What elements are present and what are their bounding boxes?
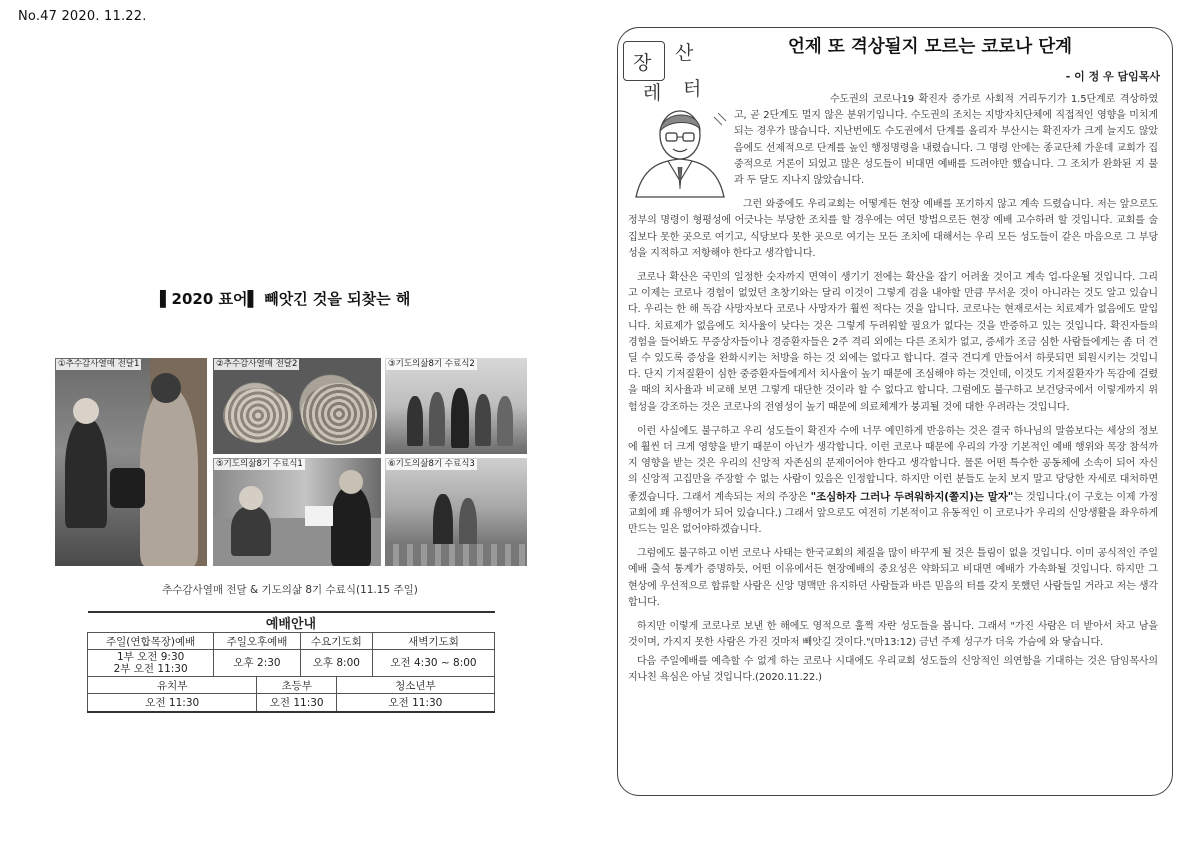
person-figure	[331, 486, 371, 566]
photo-caption-4: ⑤기도의삶8기 수료식1	[216, 459, 303, 469]
schedule-value: 오전 11:30	[88, 694, 257, 713]
photo-prayer-graduation-2	[385, 358, 527, 454]
fruit-bag	[223, 388, 293, 443]
person-figure	[497, 396, 513, 446]
letter-paragraph-text: 는 것입니다.(이 구호는 이제 가정교회에 꽤 유행어가 되어 있습니다.) 그래서 앞으로도 여전히 기본적이고 유동적인 이 코로나가 우리의 신앙생활을 좌우하게 만드는 일은 없어야하겠습니다.	[628, 491, 1158, 536]
schedule-header: 주일오후예배	[214, 633, 300, 650]
schedule-header: 새벽기도회	[373, 633, 495, 650]
emphasis-slogan: "조심하자 그러나 두려워하지(쫄지)는 말자"	[810, 490, 1014, 503]
schedule-header: 주일(연합목장)예배	[88, 633, 214, 650]
schedule-value: 오전 11:30	[257, 694, 336, 713]
letter-body	[628, 92, 1158, 792]
fruit-bag	[301, 383, 377, 445]
person-head	[239, 486, 263, 510]
photo-harvest-fruit-1	[55, 358, 207, 566]
photo-collage-caption: 추수감사열매 전달 & 기도의삶 8기 수료식(11.15 주일)	[162, 584, 418, 596]
letter-paragraph: 다음 주일예배를 예측할 수 없게 하는 코로나 시대에도 우리교회 성도들의 신앙적인 의연함을 기대하는 것은 담임목사의 지나친 욕심은 아닐 것입니다.(2020.11.22.)	[628, 655, 1158, 683]
schedule-header: 초등부	[257, 677, 336, 694]
certificate	[305, 506, 333, 526]
badge-char: 레	[643, 82, 662, 104]
schedule-header: 유치부	[88, 677, 257, 694]
letter-title: 언제 또 격상될지 모르는 코로나 단계	[787, 37, 1073, 57]
person-figure	[475, 394, 491, 446]
schedule-value: 오후 2:30	[214, 650, 300, 677]
person-figure	[140, 388, 198, 566]
schedule-value: 오전 11:30	[336, 694, 494, 713]
person-figure	[451, 388, 469, 448]
person-figure	[65, 418, 107, 528]
photo-caption-3: ③기도의삶8기 수료식2	[388, 359, 475, 369]
person-figure	[407, 396, 423, 446]
letter-paragraph: 코로나 확산은 국민의 일정한 숫자까지 면역이 생기기 전에는 확산을 잡기 어려울 것이고 계속 업-다운될 것입니다. 그리고 이제는 코로나 경험이 없었던 초창기와는 달리 이것이 그렇게 검을 내야할 만큼 무서운 것이 아니라는 것도 알고 있습니다. 우리는 한 해 독감 사망자보다 코로나 사망자가 훨씬 적다는 것을 압니다. 코로나는 현재로서는 치료제가 없음에도 말입니다. 치료제가 없음에도 치사율이 낮다는 것은 그렇게 두려워할 필요가 없다는 것을 반증하고 있는 것입니다. 확진자들의 경험을 들어봐도 무증상자들이나 경증환자들은 2주 격리 외에는 다른 조치가 없고, 증세가 조금 심한 사람들에게는 좀 더 견딜 수 있도록 증상을 완화시키는 처방을 하는 것 외에는 없다고 합니다. 결국 견디게 만들어서 하룻되면 퇴원시키는 것입니다. 단지 기저질환이 심한 중증환자들에게서 치사율이 높기 때문에 조심해야 하는 것인데, 이것도 기저질환자가 독감에 걸렸을 때의 치사율과 비교해 보면 그렇게 대단한 것이라 할 수 없다고 합니다. 그럼에도 불구하고 보건당국에서 이렇게까지 위험성을 강조하는 것은 코로나의 전염성이 높기 때문에 의료체계가 붕괴될 것에 대한 우려라는 것입니다.	[628, 272, 1158, 413]
letter-paragraph: 하지만 이렇게 코로나로 보낸 한 해에도 영적으로 훌쩍 자란 성도들을 봅니다. 그래서 "가진 사람은 더 받아서 차고 남을 것이며, 가지지 못한 사람은 가진 것마저 빼앗길 것이다."(마13:12) 금년 주제 성구가 더욱 가슴에 와 닿습니다.	[628, 621, 1158, 649]
badge-char: 장	[633, 52, 652, 74]
person-head	[339, 470, 363, 494]
photo-collage	[55, 358, 527, 566]
issue-number: No.47 2020. 11.22.	[18, 9, 147, 24]
letter-paragraph: 수도권의 코로나19 확진자 증가로 사회적 거리두기가 1.5단계로 격상하였고, 곧 2단계도 멀지 않은 분위기입니다. 수도권의 조치는 지방자치단체에 직접적인 영향을 미치게 되는 경우가 많습니다. 지난번에도 수도권에서 단계를 올리자 부산시는 확진자가 크게 늘지도 않았음에도 선제적으로 단계를 높인 행정명령을 내렸습니다. 그 명령 안에는 종교단체 가운데 교회가 집중적으로 거론이 되었고 많은 성도들이 비대면 예배를 드려야만 했습니다. 그 조치가 완화된 지 불과 두 달도 지나지 않았습니다.	[734, 94, 1158, 187]
letter-paragraph-with-emphasis	[628, 424, 1158, 538]
person-head	[73, 398, 99, 424]
photo-caption-2: ②추수감사열매 전달2	[216, 359, 298, 369]
person-head	[151, 373, 181, 403]
schedule-value: 오전 4:30 ~ 8:00	[373, 650, 495, 677]
badge-char: 산	[675, 42, 694, 64]
photo-harvest-fruit-2	[213, 358, 381, 454]
person-figure	[429, 392, 445, 446]
portrait-spacer	[628, 92, 734, 204]
schedule-value: 1부 오전 9:30 2부 오전 11:30	[88, 650, 214, 677]
photo-prayer-graduation-1	[213, 458, 381, 566]
flowers	[385, 544, 527, 566]
bag	[110, 468, 145, 508]
letter-paragraph-text: 이런 사실에도 불구하고 우리 성도들이 확진자 수에 너무 예민하게 반응하는 것은 결국 하나님의 말씀보다는 세상의 정보에 훨씬 더 크게 영향을 받기 때문이 아닌가 생각합니다. 이런 코로나 때문에 우리의 가장 기본적인 예배 행위와 목장 참석까지 영향을 받는 것은 우리의 신앙적 자존심의 문제이어야 한다고 생각합니다. 물론 어떤 특수한 공동체에 소속이 되어 자신의 신앙적 고집만을 주장할 수 없는 사람이 있음은 인정합니다. 하지만 이런 분들도 눈치 보지 말고 당당한 자세로 대처하면 좋겠습니다. 그래서 계속되는 저의 주장은	[628, 425, 1158, 503]
schedule-value: 오후 8:00	[300, 650, 372, 677]
person-figure	[231, 506, 271, 556]
photo-prayer-graduation-3	[385, 458, 527, 566]
letter-author: - 이 정 우 담임목사	[1065, 70, 1160, 83]
photo-caption-5: ⑥기도의삶8기 수료식3	[388, 459, 475, 469]
yearly-motto: ▌2020 표어▌ 빼앗긴 것을 되찾는 해	[160, 290, 411, 308]
letter-paragraph: 그럼에도 불구하고 이번 코로나 사태는 한국교회의 체질을 많이 바꾸게 될 것은 틀림이 없을 것입니다. 이미 공식적인 주일예배 출석 통계가 증명하듯, 어떤 이유에서든 현장예배의 중요성은 약화되고 비대면 예배가 가속화될 것입니다. 하지만 그 현상에 우선적으로 합류할 사람은 신앙 명맥만 유지하던 사람들과 바른 믿음의 터를 갖지 못했던 사람들일 거라고 저는 생각합니다.	[628, 548, 1158, 608]
letter-paragraph: 그런 와중에도 우리교회는 어떻게든 현장 예배를 포기하지 않고 계속 드렸습니다. 저는 앞으로도 정부의 명령이 형평성에 어긋나는 부당한 조치를 할 경우에는 여던 방법으로든 현장 예배 고수하려 할 것입니다. 교회를 술집보다 못한 곳으로 여기고, 식당보다 못한 곳으로 여기는 모든 조치에 대해서는 우리 모든 성도들이 같은 마음으로 그 부당성을 지적하고 저항해야 한다고 생각합니다.	[628, 199, 1158, 259]
schedule-header: 청소년부	[336, 677, 494, 694]
photo-caption-1: ①추수감사열매 전달1	[58, 359, 140, 369]
badge-char: 터	[683, 78, 702, 100]
schedule-header: 수요기도회	[300, 633, 372, 650]
schedule-title: 예배안내	[88, 612, 495, 633]
worship-schedule-table	[87, 611, 495, 713]
